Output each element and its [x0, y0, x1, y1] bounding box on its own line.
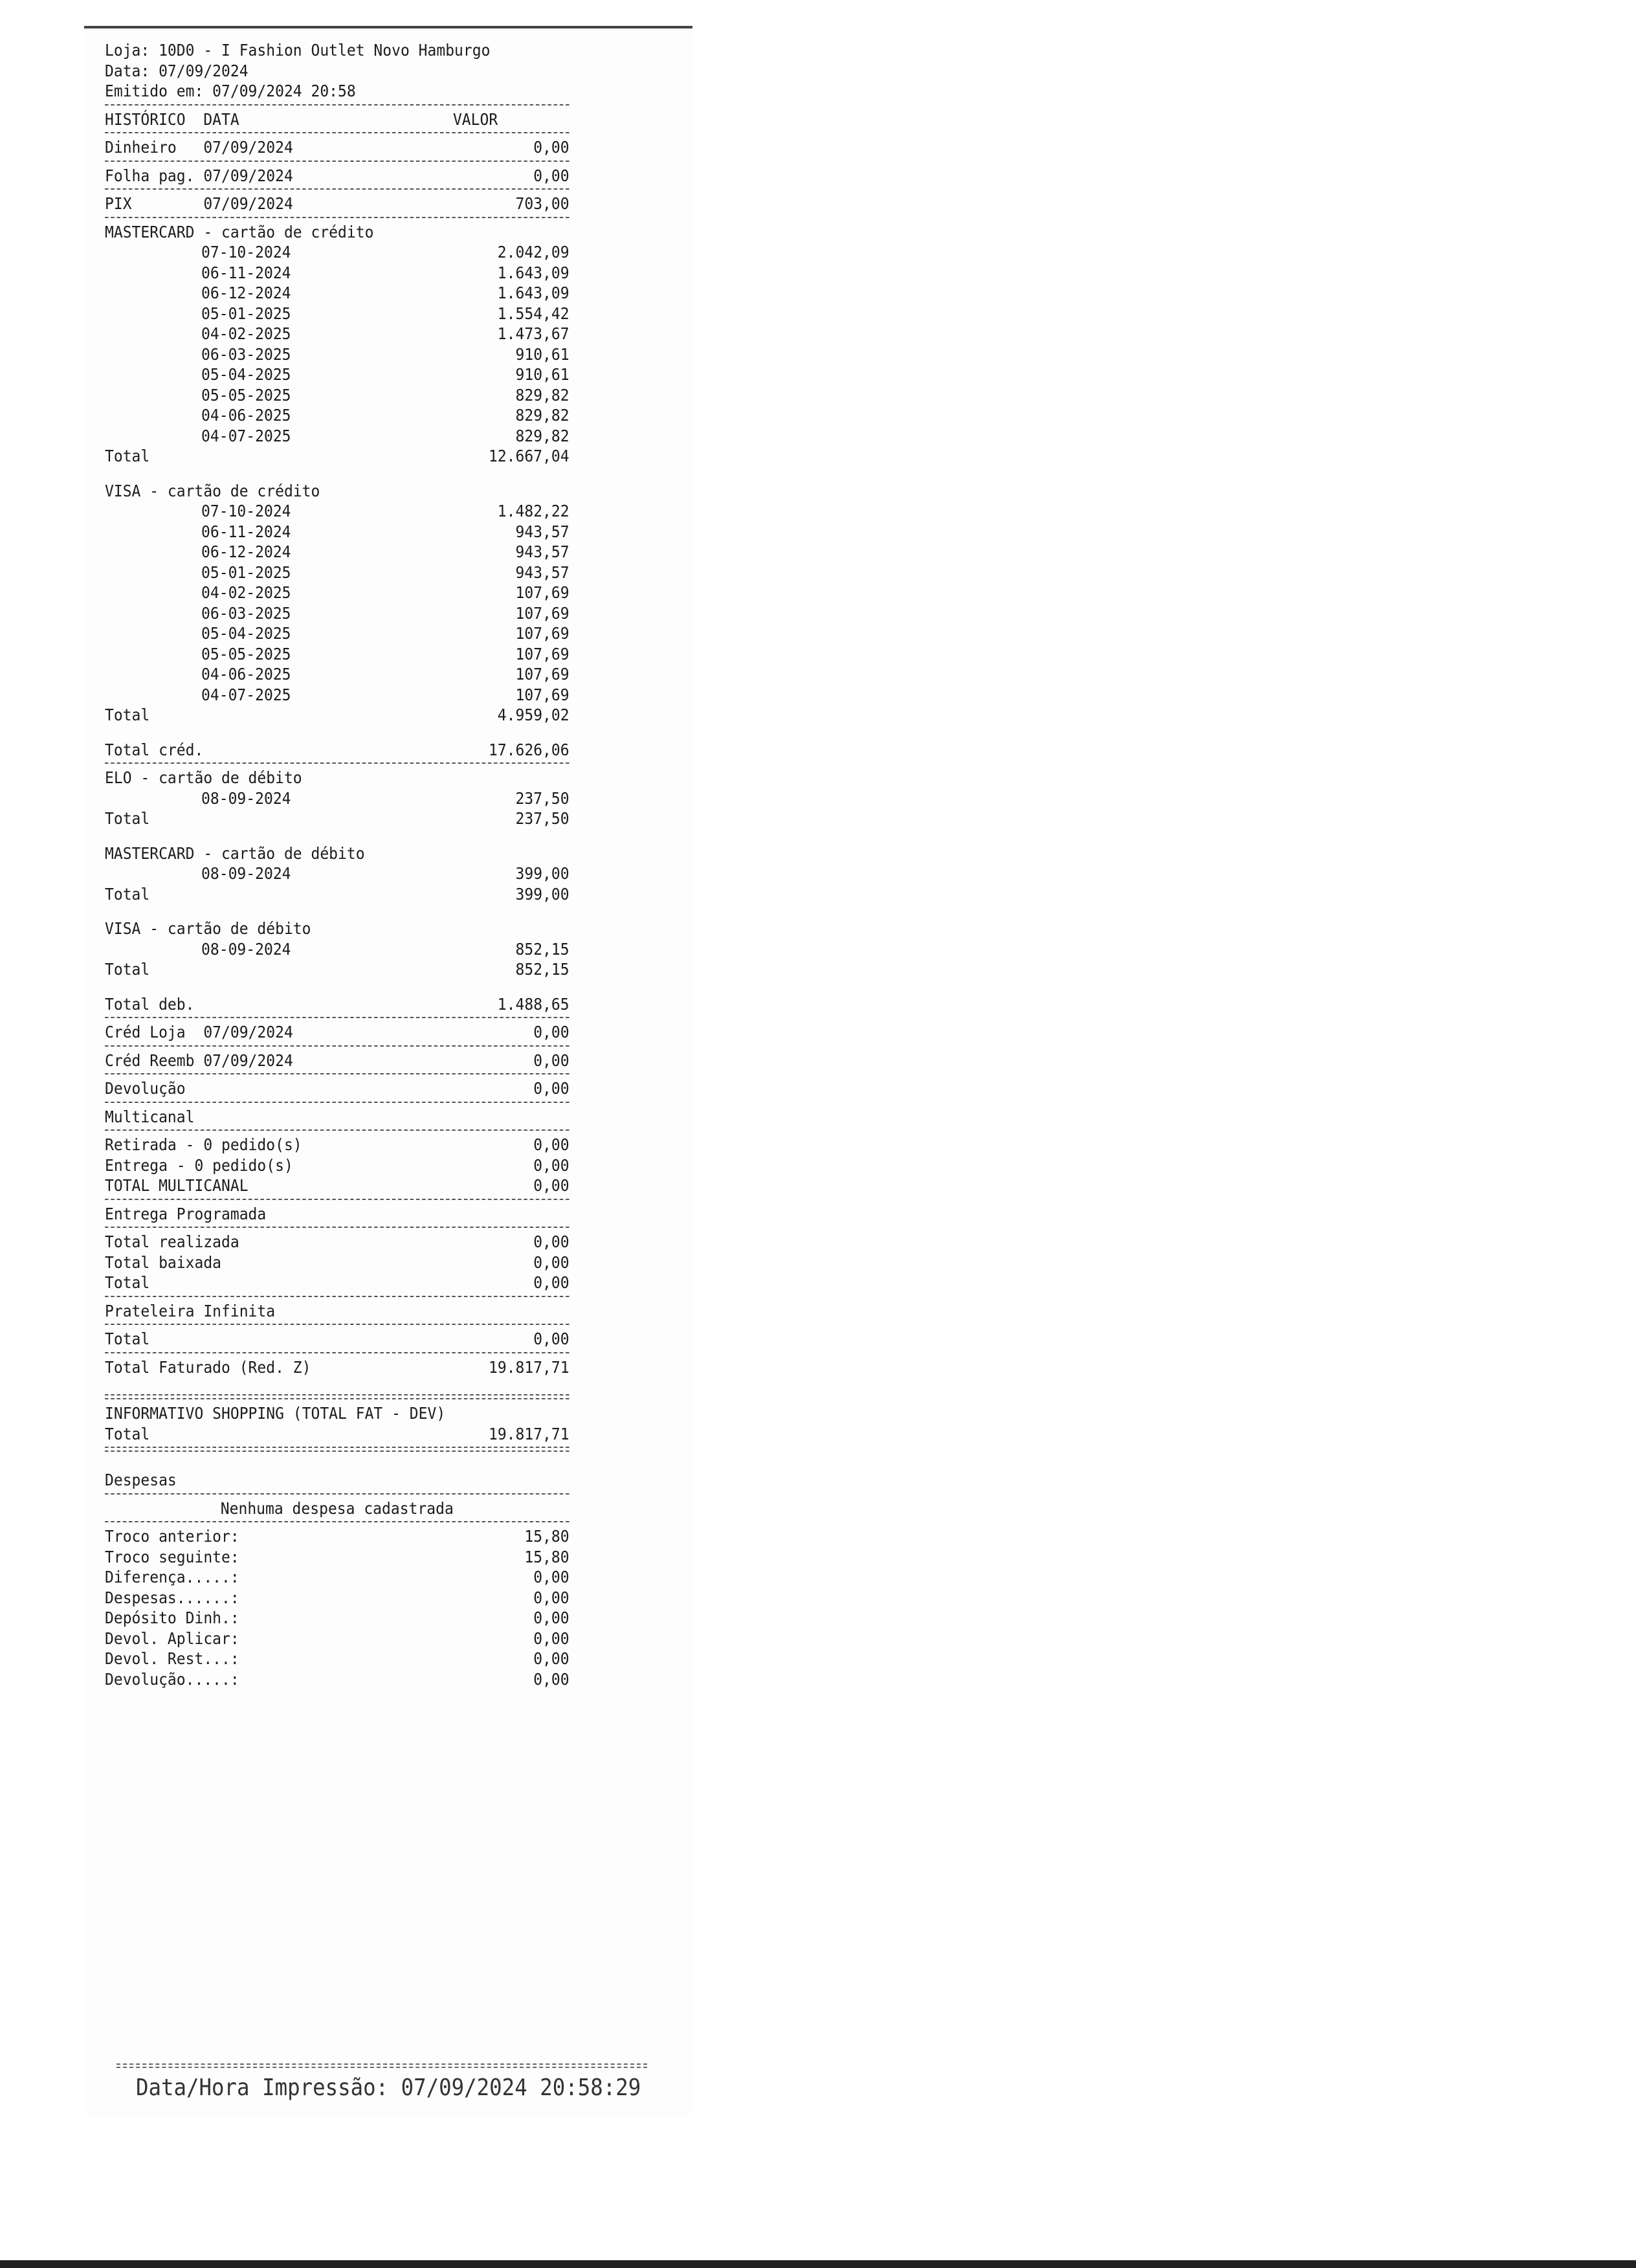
- divider: [105, 1493, 569, 1495]
- troco-row: Devol. Rest...: 0,00: [105, 1649, 569, 1668]
- installment-row: 06-03-2025 910,61: [201, 344, 569, 364]
- installment-row: 04-02-2025 107,69: [201, 583, 569, 602]
- troco-row: Devol. Aplicar: 0,00: [105, 1629, 569, 1648]
- row-folha: Folha pag. 07/09/2024 0,00: [105, 166, 569, 185]
- store-line: Loja: 10D0 - I Fashion Outlet Novo Hamburgo: [105, 41, 491, 60]
- mastercard-credit-total: Total 12.667,04: [105, 447, 569, 465]
- installment-row: 04-06-2025 107,69: [201, 665, 569, 684]
- entrega-row: Total 0,00: [105, 1273, 569, 1292]
- mastercard-debit-total: Total 399,00: [105, 884, 569, 904]
- divider: [105, 1045, 569, 1047]
- multicanal-row: Entrega - 0 pedido(s) 0,00: [105, 1155, 569, 1175]
- installment-row: 06-11-2024 1.643,09: [201, 263, 569, 282]
- visa-credit-title: VISA - cartão de crédito: [105, 481, 320, 500]
- divider: [105, 132, 569, 133]
- receipt-content: [105, 40, 569, 1689]
- installment-row: 08-09-2024 237,50: [201, 788, 569, 808]
- installment-row: 06-12-2024 943,57: [201, 542, 569, 561]
- total-credit: Total créd. 17.626,06: [105, 740, 569, 759]
- installment-row: 04-07-2025 829,82: [201, 426, 569, 445]
- installment-row: 05-01-2025 1.554,42: [201, 304, 569, 323]
- troco-row: Diferença.....: 0,00: [105, 1568, 569, 1586]
- double-divider: [105, 1394, 569, 1399]
- troco-row: Despesas......: 0,00: [105, 1588, 569, 1607]
- col-valor: VALOR: [452, 109, 498, 129]
- divider: [105, 1227, 569, 1228]
- divider: [105, 1017, 569, 1018]
- total-faturado: Total Faturado (Red. Z) 19.817,71: [105, 1357, 569, 1377]
- receipt: [84, 26, 692, 2117]
- despesas-empty: Nenhuma despesa cadastrada: [220, 1498, 454, 1518]
- divider: [105, 1102, 569, 1103]
- troco-row: Troco anterior: 15,80: [105, 1527, 569, 1546]
- installment-row: 05-01-2025 943,57: [201, 562, 569, 582]
- elo-debit-title: ELO - cartão de débito: [105, 768, 302, 787]
- installment-row: 05-05-2025 107,69: [201, 644, 569, 663]
- divider: [105, 104, 569, 106]
- installment-row: 04-07-2025 107,69: [201, 685, 569, 704]
- visa-debit-title: VISA - cartão de débito: [105, 919, 311, 938]
- installment-row: 04-02-2025 1.473,67: [201, 324, 569, 343]
- col-data: DATA: [203, 109, 239, 129]
- installment-row: 06-11-2024 943,57: [201, 522, 569, 541]
- row-dinheiro: Dinheiro 07/09/2024 0,00: [105, 138, 569, 157]
- installment-row: 06-03-2025 107,69: [201, 603, 569, 623]
- cred-reemb-row: Créd Reemb 07/09/2024 0,00: [105, 1051, 569, 1070]
- prateleira-title: Prateleira Infinita: [105, 1301, 276, 1320]
- divider: [105, 161, 569, 162]
- multicanal-row: Retirada - 0 pedido(s) 0,00: [105, 1135, 569, 1154]
- troco-row: Troco seguinte: 15,80: [105, 1547, 569, 1566]
- installment-row: 07-10-2024 1.482,22: [201, 502, 569, 520]
- divider: [105, 217, 569, 218]
- footer-divider: [116, 2063, 647, 2068]
- entrega-programada-title: Entrega Programada: [105, 1204, 267, 1223]
- column-headers: [105, 109, 569, 130]
- receipt-top-edge: [84, 26, 692, 28]
- total-debit: Total deb. 1.488,65: [105, 994, 569, 1014]
- mastercard-credit-title: MASTERCARD - cartão de crédito: [105, 222, 374, 241]
- scan-edge: [0, 2260, 1636, 2268]
- installment-row: 07-10-2024 2.042,09: [201, 243, 569, 261]
- cred-loja-row: Créd Loja 07/09/2024 0,00: [105, 1023, 569, 1041]
- visa-debit-total: Total 852,15: [105, 960, 569, 979]
- installment-row: 05-04-2025 107,69: [201, 624, 569, 643]
- informativo-title: INFORMATIVO SHOPPING (TOTAL FAT - DEV): [105, 1404, 446, 1423]
- multicanal-title: Multicanal: [105, 1107, 195, 1126]
- divider: [105, 762, 569, 764]
- prateleira-total: Total 0,00: [105, 1329, 569, 1348]
- divider: [105, 1352, 569, 1353]
- divider: [105, 1324, 569, 1325]
- divider: [105, 1073, 569, 1074]
- divider: [105, 188, 569, 190]
- row-pix: PIX 07/09/2024 703,00: [105, 194, 569, 213]
- entrega-row: Total baixada 0,00: [105, 1252, 569, 1272]
- devolucao-row: Devolução 0,00: [105, 1079, 569, 1098]
- print-timestamp: Data/Hora Impressão: 07/09/2024 20:58:29: [136, 2074, 641, 2101]
- double-divider: [105, 1447, 569, 1452]
- installment-row: 05-05-2025 829,82: [201, 385, 569, 405]
- visa-credit-total: Total 4.959,02: [105, 706, 569, 724]
- entrega-row: Total realizada 0,00: [105, 1232, 569, 1251]
- mastercard-debit-title: MASTERCARD - cartão de débito: [105, 843, 365, 863]
- col-historico: HISTÓRICO: [105, 109, 186, 129]
- informativo-total: Total 19.817,71: [105, 1424, 569, 1443]
- installment-row: 04-06-2025 829,82: [201, 406, 569, 425]
- divider: [105, 1296, 569, 1297]
- installment-row: 08-09-2024 852,15: [201, 939, 569, 959]
- divider: [105, 1521, 569, 1522]
- installment-row: 05-04-2025 910,61: [201, 365, 569, 384]
- divider: [105, 1129, 569, 1131]
- despesas-title: Despesas: [105, 1471, 177, 1489]
- multicanal-row: TOTAL MULTICANAL 0,00: [105, 1176, 569, 1195]
- divider: [105, 1199, 569, 1200]
- elo-debit-total: Total 237,50: [105, 809, 569, 828]
- installment-row: 06-12-2024 1.643,09: [201, 284, 569, 302]
- date-line: Data: 07/09/2024: [105, 61, 249, 80]
- installment-row: 08-09-2024 399,00: [201, 864, 569, 883]
- issued-line: Emitido em: 07/09/2024 20:58: [105, 82, 356, 100]
- troco-row: Depósito Dinh.: 0,00: [105, 1608, 569, 1627]
- troco-row: Devolução.....: 0,00: [105, 1669, 569, 1689]
